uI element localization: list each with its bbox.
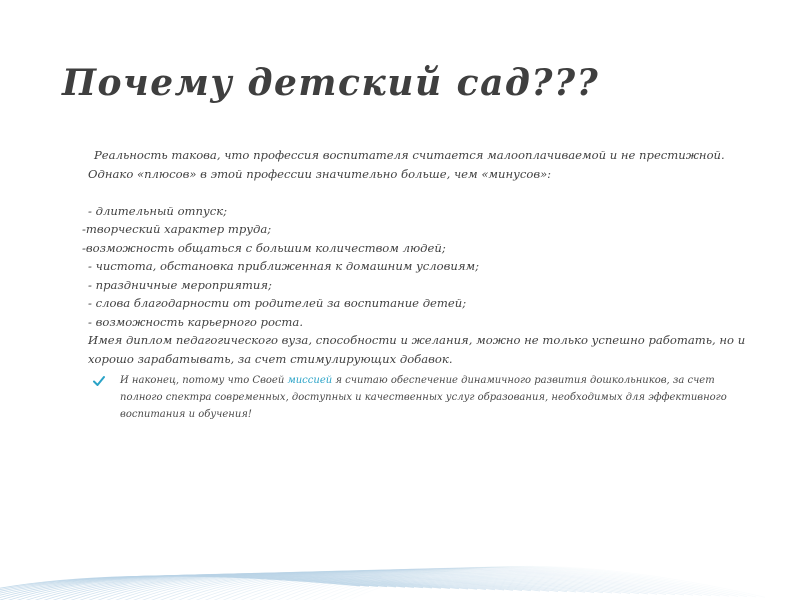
mission-text-line: полного спектра современных, доступных и качественных услуг образования, необходимых для эффективного [120,392,727,403]
closing-line: Имея диплом педагогического вуза, способности и желания, можно не только успешно работать, но и [88,333,746,347]
closing-line: хорошо зарабатывать, за счет стимулирующих добавок. [88,351,453,366]
mission-text-rest: я считаю обеспечение динамичного развития дошкольников, за счет [332,375,715,386]
intro-line: Реальность такова, что профессия воспитателя считается малооплачиваемой и не престижной. [94,148,725,162]
intro-line: Однако «плюсов» в этой профессии значительно больше, чем «минусов»: [88,166,552,181]
mission-text [120,372,752,423]
body-text [84,146,764,368]
slide-title: Почему детский сад??? [62,62,600,104]
list-item: - праздничные мероприятия; [88,277,272,292]
list-item: - возможность карьерного роста. [88,314,304,329]
mission-highlight: миссией [287,375,333,386]
list-item: - слова благодарности от родителей за воспитание детей; [88,296,467,310]
checkmark-icon [92,374,106,388]
mission-text-start: И наконец, потому что Своей [120,375,288,386]
spacer [84,183,764,202]
mission-bullet [92,372,752,423]
list-item: - длительный отпуск; [88,203,228,218]
mission-text-line: воспитания и обучения! [120,409,252,420]
list-item: -возможность общаться с большим количеством людей; [82,240,446,255]
stripe-group [0,566,765,600]
list-item: - чистота, обстановка приближенная к домашним условиям; [88,259,480,273]
list-item: -творческий характер труда; [82,222,272,236]
decorative-stripes [0,490,800,600]
